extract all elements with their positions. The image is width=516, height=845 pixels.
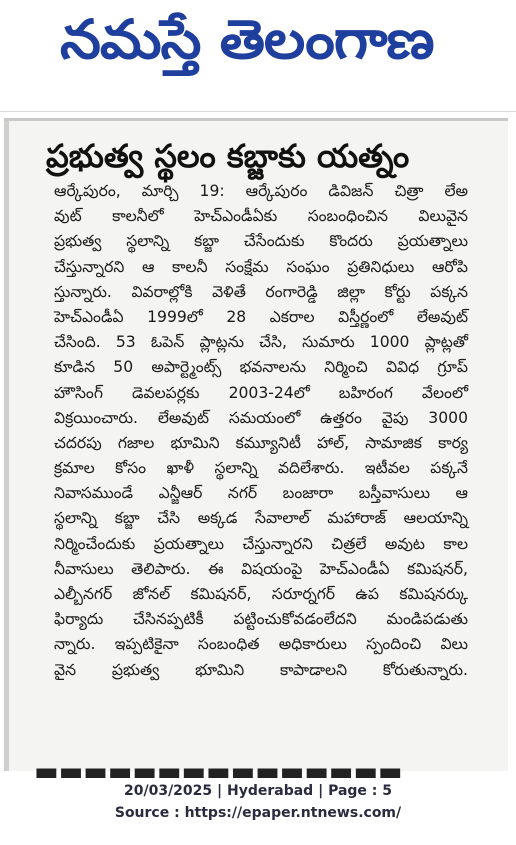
clipping-edge (4, 121, 9, 771)
body-line: ఎల్బీనగర్ జోనల్ కమిషనర్, సరూర్నగర్ ఉప కమిషనర్కు (54, 585, 468, 603)
body-line: చదరపు గజాల భూమిని కమ్యూనిటీ హాల్, సామాజిక కార్య (54, 433, 468, 452)
body-line: నీవాసులు తెలిపారు. ఈ విషయంపై హెచ్ఎండీఏ కమిషనర్, (54, 559, 468, 578)
source-url: Source : https://epaper.ntnews.com/ (114, 805, 402, 821)
newspaper-logo: నమస్తే తెలంగాణ (60, 8, 434, 71)
article-body (54, 179, 468, 683)
body-line: చేస్తున్నారని ఆ కాలనీ సంక్షేమ సంఘం ప్రతినిధులు ఆరోపి (54, 257, 468, 276)
body-line: నిర్మించేందుకు ప్రయత్నాలు చేస్తున్నారని చిత్రలే అవుట కాల (54, 534, 468, 553)
body-line: క్రమాల కోసం ఖాళీ స్థలాన్ని వదిలేశారు. ఇటీవల పక్కనే (54, 459, 468, 478)
body-line: హెచ్ఎండీఏ 1999లో 28 ఎకరాల విస్తీర్ణంలో లేఅవుట్ (54, 307, 468, 326)
body-line: హౌసింగ్ డెవలపర్లకు 2003-24లో బహిరంగ వేలంలో (54, 383, 468, 402)
date-location-page: 20/03/2025 | Hyderabad | Page : 5 (123, 783, 393, 799)
article-headline: ప్రభుత్వ స్థలం కబ్జాకు యత్నం (46, 137, 410, 175)
body-line: ఫిర్యాదు చేసినప్పటికీ పట్టించుకోవడంలేదని మండిపడుతు (54, 610, 468, 629)
footer (0, 780, 516, 824)
body-line: నివాసముండే ఎన్జీఆర్ నగర్ బంజారా బస్తీవాసులు ఆ (54, 484, 468, 503)
body-line: చేసింది. 53 ఓపెన్ ప్లాట్లను చేసి, సుమారు 1000 ప్లాట్లతో (54, 333, 468, 352)
masthead (0, 0, 516, 110)
masthead-divider (0, 111, 516, 112)
body-line: ప్రభుత్వ స్థలాన్ని కబ్జా చేసేందుకు కొందరు ప్రయత్నాలు (54, 232, 468, 251)
body-line: న్నారు. ఇప్పటికైనా సంబంధిత అధికారులు స్పందించి విలు (54, 635, 468, 654)
cutoff-shape: ▬▬▬▬▬▬▬▬▬▬▬▬▬▬▬ (34, 757, 403, 787)
next-headline-cutoff (34, 757, 474, 787)
article-clipping (4, 118, 508, 787)
body-line: వుట్ కాలనీలో హెచ్ఎండీఏకు సంబంధించిన విలువైన (54, 207, 468, 226)
body-line: విక్రయించారు. లేఅవుట్ సమయంలో ఉత్తరం వైపు 3000 (54, 408, 468, 427)
body-line: ఆర్కేపురం, మార్చి 19: ఆర్కేపురం డివిజన్ చిత్రా లేఅ (54, 182, 468, 200)
body-line: స్తున్నారు. వివరాల్లోకి వెళితే రంగారెడ్డి జిల్లా కోర్టు పక్కన (54, 282, 468, 301)
body-line: వైన ప్రభుత్వ భూమిని కాపాడాలని కోరుతున్నారు. (54, 660, 468, 679)
body-line: స్థలాన్ని కబ్జా చేసి అక్కడ సేవాలాల్ మహారాజ్ ఆలయాన్ని (54, 509, 468, 528)
body-line: కూడిన 50 అపార్ట్మెంట్స్ భవనాలను నిర్మించి వివిధ గ్రూప్ (54, 358, 468, 377)
